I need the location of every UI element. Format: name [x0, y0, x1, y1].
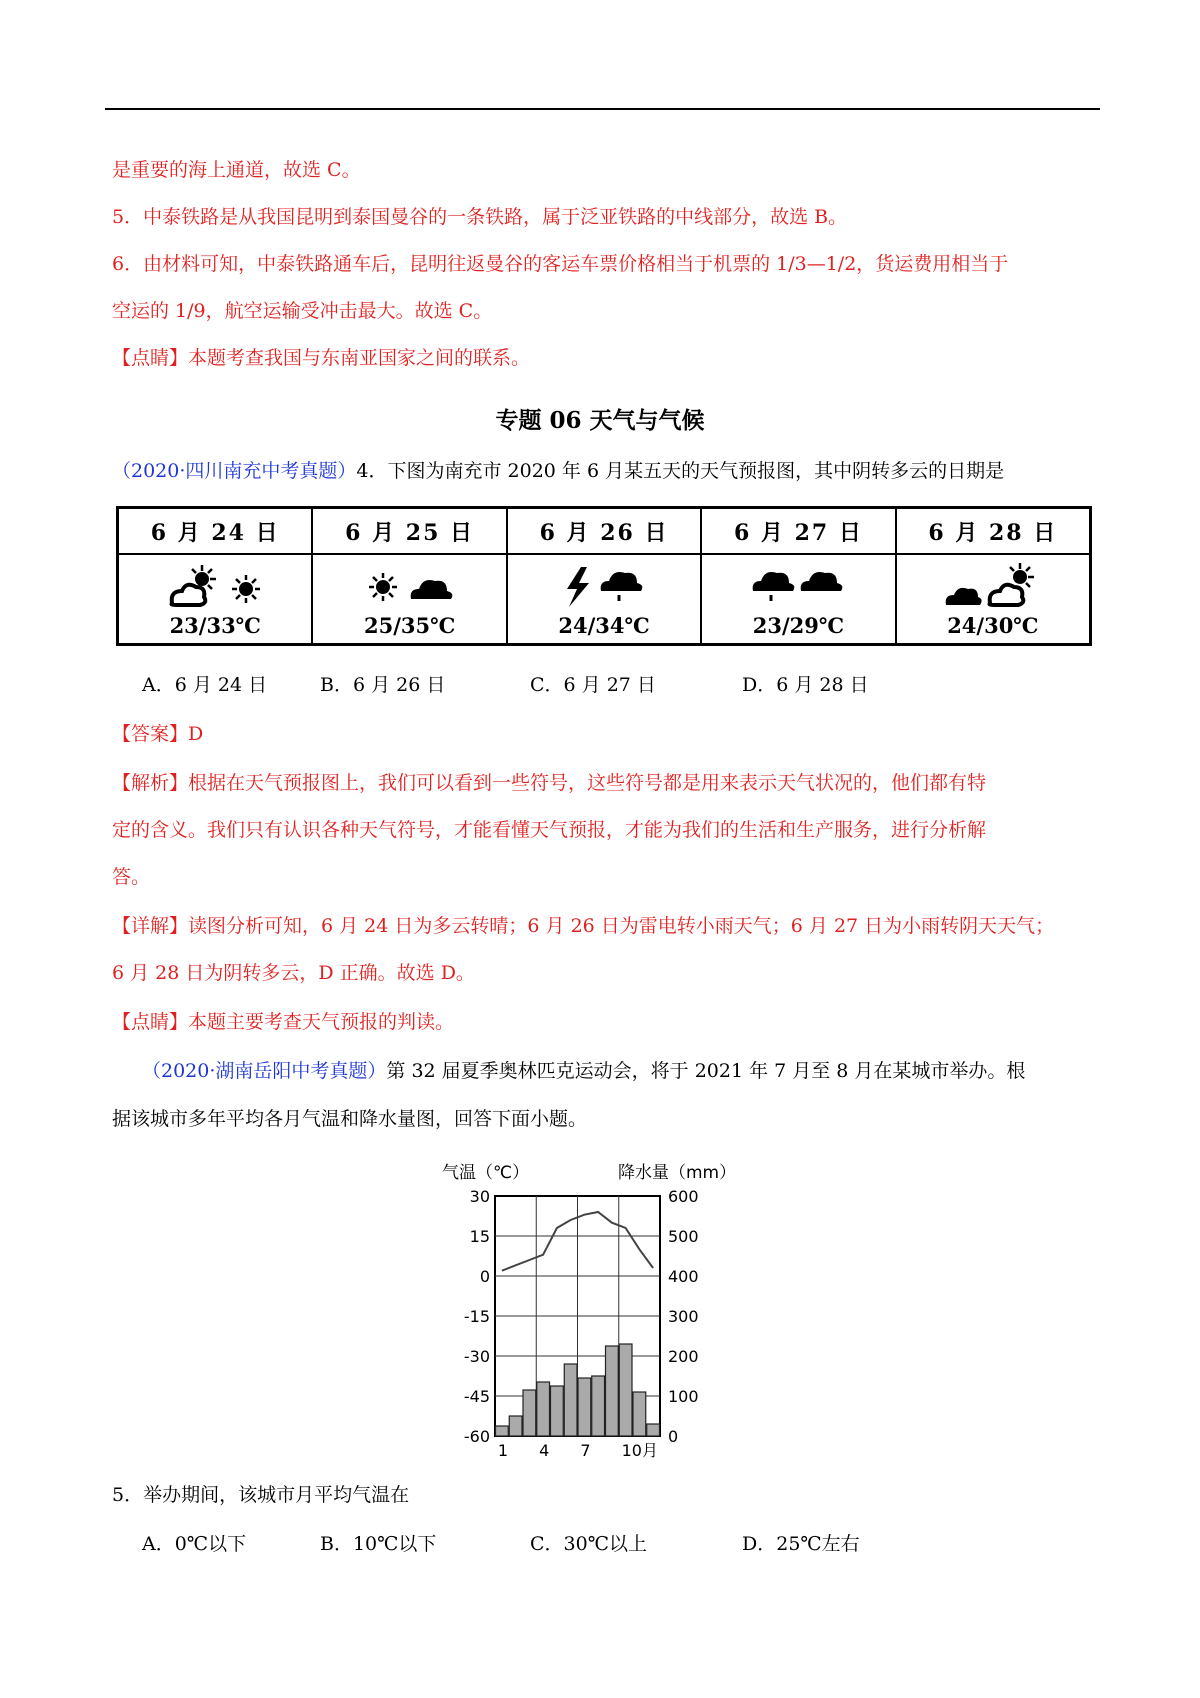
- analysis-label: 【解析】: [112, 772, 189, 794]
- sunny-overcast-icon: [355, 561, 465, 611]
- detail-label: 【详解】: [112, 915, 189, 937]
- q6-explanation-line2: 空运的 1/9，航空运输受冲击最大。故选 C。: [112, 300, 493, 322]
- q4-analysis-line2: 定的含义。我们只有认识各种天气符号，才能看懂天气预报，才能为我们的生活和生产服务，进行分析解: [112, 819, 987, 841]
- forecast-temp: 25/35℃: [363, 612, 456, 638]
- forecast-temp: 24/34℃: [558, 612, 650, 638]
- precipitation-bar: [496, 1426, 509, 1436]
- precipitation-bar: [509, 1416, 522, 1436]
- section-title: 专题 06 天气与气候: [495, 407, 705, 434]
- q4-analysis-line3: 答。: [112, 866, 151, 888]
- q4-detail-line1: [112, 913, 1054, 939]
- forecast-cell: [897, 509, 1089, 643]
- detail-text-1: 读图分析可知，6 月 24 日为多云转晴；6 月 26 日为雷电转小雨天气；6 月 27 日为小雨转阴天天气；: [188, 915, 1055, 937]
- climate-chart: [440, 1156, 760, 1466]
- precipitation-tick-label: 300: [668, 1307, 699, 1326]
- q5group-stem-line1: [142, 1058, 1025, 1084]
- q5-option-b[interactable]: B．10℃以下: [320, 1533, 437, 1555]
- forecast-cell: [508, 509, 702, 643]
- temperature-axis-label: 气温（℃）: [442, 1163, 530, 1183]
- forecast-temp: 23/33℃: [169, 612, 261, 638]
- dianjing-label: 【点睛】: [112, 1011, 189, 1033]
- month-tick-label: 1: [497, 1441, 509, 1460]
- precipitation-tick-label: 500: [668, 1227, 699, 1246]
- month-tick-label: 7: [580, 1441, 591, 1460]
- q5-option-c[interactable]: C．30℃以上: [530, 1533, 647, 1555]
- month-tick-label: 10月: [621, 1441, 658, 1460]
- q4-option-d[interactable]: D．6 月 28 日: [742, 674, 869, 696]
- precipitation-bar: [564, 1364, 577, 1436]
- precipitation-bar: [592, 1376, 605, 1436]
- month-tick-label: 4: [539, 1441, 550, 1460]
- forecast-temp: 24/30℃: [947, 612, 1039, 638]
- q4-detail-line2: 6 月 28 日为阴转多云，D 正确。故选 D。: [112, 962, 475, 984]
- precipitation-bar: [647, 1424, 660, 1436]
- q5-option-a[interactable]: A．0℃以下: [142, 1533, 247, 1555]
- weather-forecast-table: [116, 506, 1092, 646]
- q4-analysis-line1: [112, 770, 986, 796]
- dianjing-text: 本题主要考查天气预报的判读。: [188, 1011, 455, 1033]
- precipitation-bar: [619, 1344, 632, 1436]
- q4-option-a[interactable]: A．6 月 24 日: [142, 674, 268, 696]
- temperature-tick-label: -60: [463, 1427, 490, 1446]
- forecast-cell: [702, 509, 896, 643]
- precipitation-tick-label: 0: [668, 1427, 679, 1446]
- precipitation-bar: [523, 1390, 536, 1436]
- precipitation-tick-label: 100: [668, 1387, 699, 1406]
- precipitation-bar: [633, 1392, 646, 1436]
- dianjing-text: 本题考查我国与东南亚国家之间的联系。: [188, 347, 531, 369]
- q5group-source: （2020·湖南岳阳中考真题）: [142, 1060, 387, 1082]
- precipitation-tick-label: 600: [668, 1187, 699, 1206]
- q4-answer: [112, 721, 203, 747]
- prev-dianjing: [112, 345, 530, 371]
- partly-cloudy-sunny-icon: [160, 561, 270, 611]
- temperature-tick-label: -15: [463, 1307, 490, 1326]
- precipitation-bar: [578, 1378, 591, 1436]
- precipitation-bar: [551, 1386, 564, 1436]
- q6-explanation-line1: 6．由材料可知，中泰铁路通车后，昆明往返曼谷的客运车票价格相当于机票的 1/3—1/2，货运费用相当于: [112, 253, 1009, 275]
- temperature-tick-label: 30: [469, 1187, 490, 1206]
- precipitation-bar: [606, 1346, 619, 1436]
- dianjing-label: 【点睛】: [112, 347, 189, 369]
- precipitation-axis-label: 降水量（mm）: [618, 1163, 737, 1183]
- q5group-stem-line2: 据该城市多年平均各月气温和降水量图，回答下面小题。: [112, 1108, 588, 1130]
- q5-option-d[interactable]: D．25℃左右: [742, 1533, 860, 1555]
- q5-explanation: 5．中泰铁路是从我国昆明到泰国曼谷的一条铁路，属于泛亚铁路的中线部分，故选 B。: [112, 206, 848, 228]
- temperature-tick-label: -30: [463, 1347, 490, 1366]
- q4-option-b[interactable]: B．6 月 26 日: [320, 674, 446, 696]
- forecast-cell: [313, 509, 507, 643]
- prev-line1: 是重要的海上通道，故选 C。: [112, 159, 361, 181]
- q5group-stem-1: 第 32 届夏季奥林匹克运动会，将于 2021 年 7 月至 8 月在某城市举办。根: [386, 1060, 1026, 1082]
- forecast-date: 6 月 28 日: [897, 509, 1089, 555]
- forecast-date: 6 月 25 日: [313, 509, 505, 555]
- q4-source: （2020·四川南充中考真题）: [112, 460, 357, 482]
- temperature-tick-label: 0: [479, 1267, 490, 1286]
- light-rain-overcast-icon: [743, 561, 853, 611]
- analysis-text-1: 根据在天气预报图上，我们可以看到一些符号，这些符号都是用来表示天气状况的，他们都有特: [188, 772, 987, 794]
- forecast-date: 6 月 26 日: [508, 509, 700, 555]
- temperature-tick-label: -45: [463, 1387, 490, 1406]
- answer-value: D: [188, 723, 204, 745]
- q4-stem-line: [112, 458, 1004, 484]
- q4-dianjing: [112, 1009, 454, 1035]
- precipitation-bar: [537, 1382, 550, 1436]
- top-rule: [105, 108, 1100, 110]
- forecast-temp: 23/29℃: [752, 612, 845, 638]
- forecast-date: 6 月 24 日: [119, 509, 311, 555]
- precipitation-tick-label: 400: [668, 1267, 699, 1286]
- overcast-partly-cloudy-icon: [938, 561, 1048, 611]
- answer-label: 【答案】: [112, 723, 189, 745]
- forecast-cell: [119, 509, 313, 643]
- thunder-light-rain-icon: [549, 561, 659, 611]
- q4-stem: 4．下图为南充市 2020 年 6 月某五天的天气预报图，其中阴转多云的日期是: [356, 460, 1005, 482]
- precipitation-tick-label: 200: [668, 1347, 699, 1366]
- forecast-date: 6 月 27 日: [702, 509, 894, 555]
- q4-option-c[interactable]: C．6 月 27 日: [530, 674, 656, 696]
- q5-stem: 5．举办期间，该城市月平均气温在: [112, 1484, 410, 1506]
- temperature-tick-label: 15: [469, 1227, 490, 1246]
